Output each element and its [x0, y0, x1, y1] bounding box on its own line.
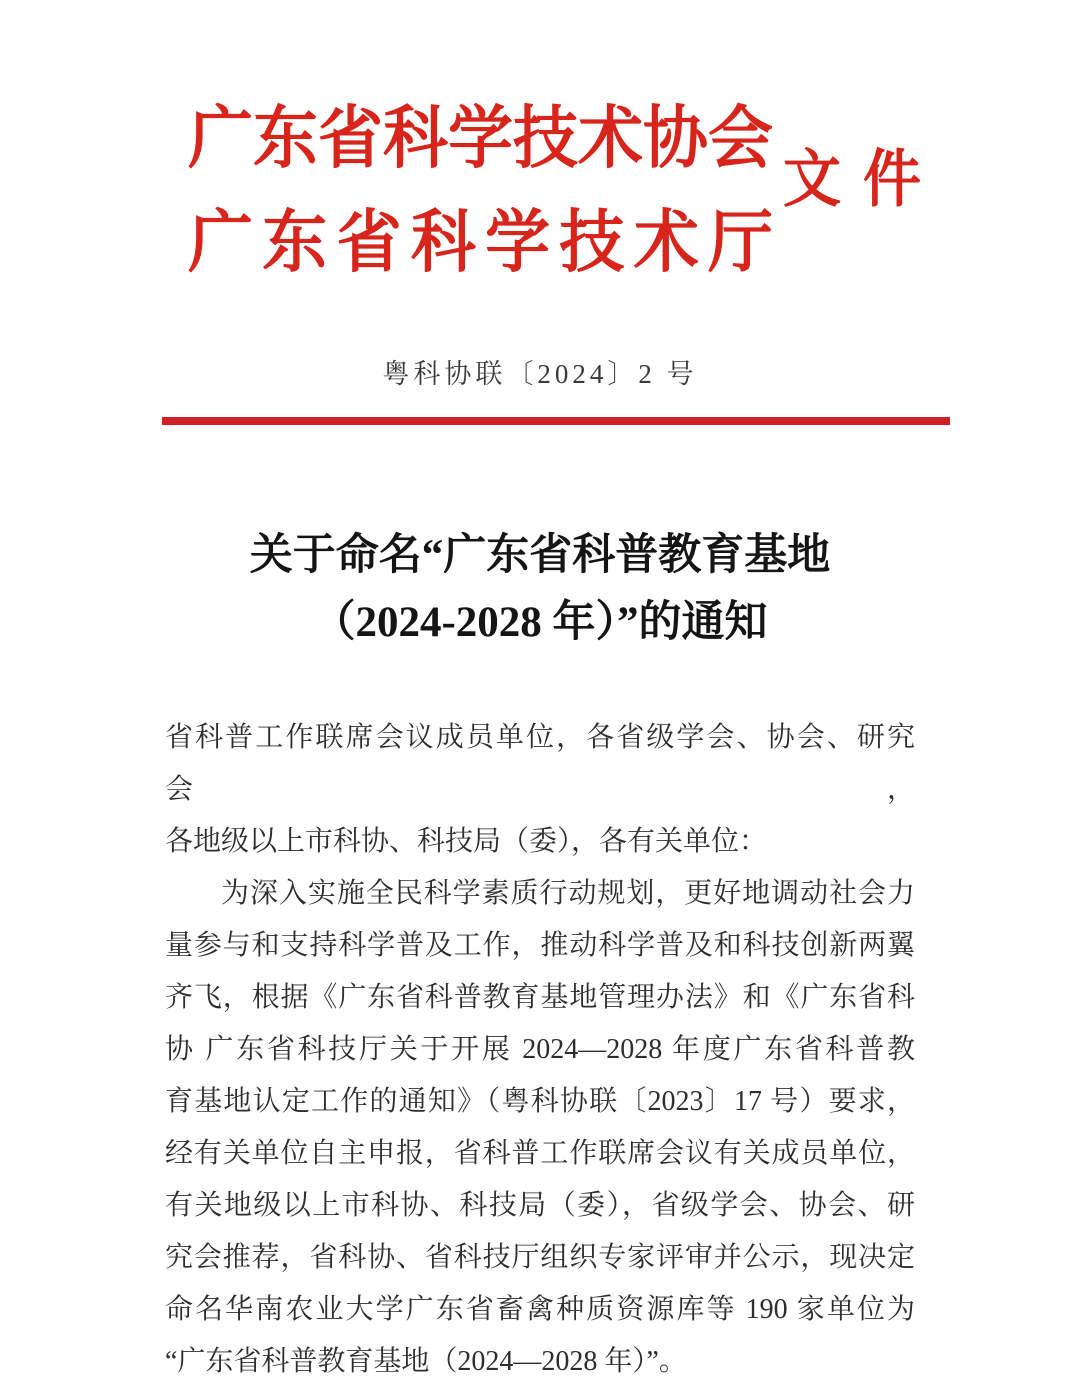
body-line: 齐飞，根据《广东省科普教育基地管理办法》和《广东省科 [165, 982, 915, 1013]
body-line: 为深入实施全民科学素质行动规划，更好地调动社会力 [221, 878, 915, 909]
body-line: “广东省科普教育基地（2024—2028 年）”。 [165, 1346, 687, 1377]
body-line: 究会推荐，省科协、省科技厅组织专家评审并公示，现决定 [165, 1242, 915, 1273]
document-type-label: 文件 [783, 144, 944, 215]
document-body [165, 712, 915, 1385]
body-line: 育基地认定工作的通知》（粤科协联〔2023〕17 号）要求， [165, 1086, 915, 1117]
body-line: 各地级以上市科协、科技局（委），各有关单位： [165, 826, 768, 857]
body-line: 量参与和支持科学普及工作，推动科学普及和科技创新两翼 [165, 930, 915, 961]
body-line: 省科普工作联席会议成员单位，各省级学会、协会、研究会， [165, 722, 915, 805]
body-line: 命名华南农业大学广东省畜禽种质资源库等 190 家单位为 [165, 1294, 915, 1325]
body-line: 经有关单位自主申报，省科普工作联席会议有关成员单位， [165, 1138, 915, 1169]
document-title [0, 522, 1080, 656]
document-title-line-2: （2024-2028 年）”的通知 [312, 599, 768, 646]
document-number: 粤科协联〔2024〕2 号 [382, 359, 698, 389]
body-line: 协 广东省科技厅关于开展 2024—2028 年度广东省科普教 [165, 1034, 915, 1065]
letterhead-org-names [188, 88, 773, 296]
letterhead-org-line-2: 广东省科学技术厅 [188, 205, 773, 282]
letterhead-org-line-1: 广东省科学技术协会 [188, 101, 774, 178]
body-line: 有关地级以上市科协、科技局（委），省级学会、协会、研 [165, 1190, 915, 1221]
document-title-line-1: 关于命名“广东省科普教育基地 [249, 532, 831, 579]
red-divider-rule [162, 417, 950, 425]
